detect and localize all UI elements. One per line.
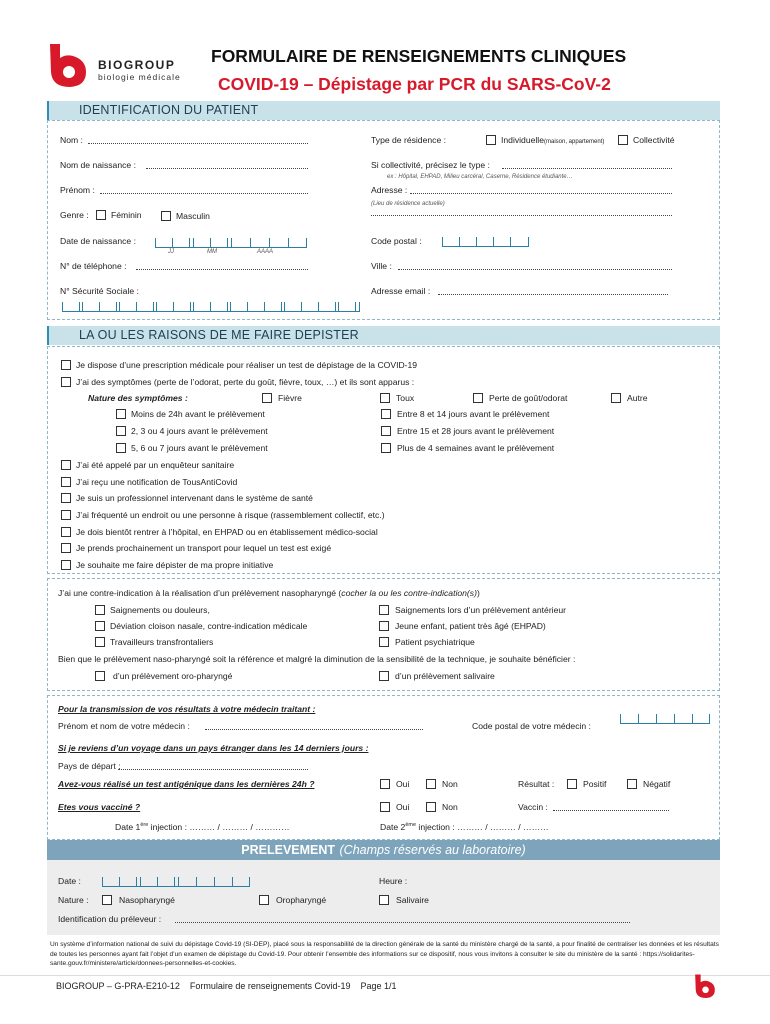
psy-checkbox[interactable] <box>379 637 389 647</box>
prel-nature-label: Nature : <box>58 895 89 905</box>
adresse-field[interactable] <box>410 185 672 194</box>
type-residence-label: Type de résidence : <box>371 135 447 145</box>
deviation-label: Déviation cloison nasale, contre-indication médicale <box>110 621 308 631</box>
vaccin-field[interactable] <box>553 802 669 811</box>
nom-medecin-field[interactable] <box>205 721 423 730</box>
logo <box>46 42 196 88</box>
fievre-checkbox[interactable] <box>262 393 272 403</box>
footer-ref: BIOGROUP – G-PRA-E210-12 Formulaire de renseignements Covid-19 Page 1/1 <box>56 981 397 991</box>
hopital-checkbox[interactable] <box>61 527 71 537</box>
collectivite-checkbox[interactable] <box>618 135 628 145</box>
mm-hint: MM <box>207 249 217 255</box>
aaaa-hint: AAAA <box>257 249 274 255</box>
telephone-field[interactable] <box>136 261 308 270</box>
initiative-label: Je souhaite me faire dépister de ma propre initiative <box>76 560 274 570</box>
j814-checkbox[interactable] <box>381 409 391 419</box>
enqueteur-checkbox[interactable] <box>61 460 71 470</box>
date-naissance-field[interactable] <box>155 238 307 248</box>
symptomes-checkbox[interactable] <box>61 377 71 387</box>
autre-label: Autre <box>627 393 648 403</box>
prel-naso-label: Nasopharyngé <box>119 895 175 905</box>
biogroup-logo-icon <box>46 42 90 88</box>
frontaliers-checkbox[interactable] <box>95 637 105 647</box>
oro-checkbox[interactable] <box>95 671 105 681</box>
j567-label: 5, 6 ou 7 jours avant le prélèvement <box>131 443 268 453</box>
prel-oro-label: Oropharyngé <box>276 895 327 905</box>
individuelle-label: Individuelle(maison, appartement) <box>501 135 605 145</box>
logo-text: BIOGROUP <box>98 58 176 72</box>
transmission-heading: Pour la transmission de vos résultats à votre médecin traitant : <box>58 704 316 714</box>
salivaire-label: d’un prélèvement salivaire <box>395 671 495 681</box>
vaccine-oui-checkbox[interactable] <box>380 802 390 812</box>
frontaliers-label: Travailleurs transfrontaliers <box>110 637 214 647</box>
secu-label: N° Sécurité Sociale : <box>60 286 139 296</box>
secu-field[interactable] <box>62 302 360 312</box>
si-collectivite-label: Si collectivité, précisez le type : <box>371 160 490 170</box>
section-prelevement: PRELEVEMENT (Champs réservés au laboratoire) <box>47 840 720 860</box>
resultat-label: Résultat : <box>518 779 555 789</box>
j1528-checkbox[interactable] <box>381 426 391 436</box>
nom-naissance-label: Nom de naissance : <box>60 160 136 170</box>
tac-label: J’ai reçu une notification de TousAntiCovid <box>76 477 238 487</box>
perte-gout-label: Perte de goût/odorat <box>489 393 568 403</box>
masculin-checkbox[interactable] <box>161 211 171 221</box>
code-postal-field[interactable] <box>442 237 529 247</box>
date1-injection[interactable]: Date 1ère injection : ……… / ……… / ………… <box>115 822 290 832</box>
jeune-checkbox[interactable] <box>379 621 389 631</box>
risque-label: J’ai fréquenté un endroit ou une personne à risque (rassemblement collectif, etc.) <box>76 510 385 520</box>
feminin-label: Féminin <box>111 210 142 220</box>
initiative-checkbox[interactable] <box>61 560 71 570</box>
saign-anterieur-checkbox[interactable] <box>379 605 389 615</box>
preleveur-label: Identification du préleveur : <box>58 914 162 924</box>
page-title: FORMULAIRE DE RENSEIGNEMENTS CLINIQUES <box>211 46 627 66</box>
code-postal-label: Code postal : <box>371 236 422 246</box>
perte-gout-checkbox[interactable] <box>473 393 483 403</box>
antigenique-question: Avez-vous réalisé un test antigénique dans les dernières 24h ? <box>58 779 315 789</box>
pro-label: Je suis un professionnel intervenant dans le système de santé <box>76 493 313 503</box>
cp-medecin-field[interactable] <box>620 714 710 724</box>
prel-oro-checkbox[interactable] <box>259 895 269 905</box>
preleveur-field[interactable] <box>175 914 630 923</box>
jj-hint: JJ <box>168 249 174 255</box>
voyage-heading: Si je reviens d’un voyage dans un pays étranger dans les 14 derniers jours : <box>58 743 369 753</box>
section-identification: IDENTIFICATION DU PATIENT <box>47 101 720 120</box>
vaccin-label: Vaccin : <box>518 802 548 812</box>
nom-label: Nom : <box>60 135 83 145</box>
prel-salivaire-label: Salivaire <box>396 895 429 905</box>
page-subtitle: COVID-19 – Dépistage par PCR du SARS-CoV-2 <box>218 74 611 94</box>
nom-medecin-label: Prénom et nom de votre médecin : <box>58 721 190 731</box>
fievre-label: Fièvre <box>278 393 302 403</box>
antigenique-non-label: Non <box>442 779 458 789</box>
pays-depart-label: Pays de départ : <box>58 761 121 771</box>
positif-label: Positif <box>583 779 607 789</box>
contre-indication-intro: J’ai une contre-indication à la réalisation d’un prélèvement nasopharyngé (cocher la ou les contre-indication(s)) <box>58 588 480 598</box>
transport-label: Je prends prochainement un transport pour lequel un test est exigé <box>76 543 332 553</box>
antigenique-oui-label: Oui <box>396 779 410 789</box>
email-label: Adresse email : <box>371 286 431 296</box>
j1528-label: Entre 15 et 28 jours avant le prélèvement <box>397 426 555 436</box>
plus4-label: Plus de 4 semaines avant le prélèvement <box>397 443 555 453</box>
collectivite-examples: ex : Hôpital, EHPAD, Milieu carcéral, Caserne, Résidence étudiante… <box>387 174 573 180</box>
negatif-label: Négatif <box>643 779 671 789</box>
bien-que-text: Bien que le prélèvement naso-pharyngé soit la référence et malgré la diminution de la sensibilité de la technique, je souhaite bénéficier : <box>58 654 576 664</box>
vaccine-question: Etes vous vacciné ? <box>58 802 141 812</box>
nom-field[interactable] <box>88 135 308 144</box>
toux-label: Toux <box>396 393 415 403</box>
email-field[interactable] <box>438 286 668 295</box>
deviation-checkbox[interactable] <box>95 621 105 631</box>
adresse-field-2[interactable] <box>371 207 672 216</box>
vaccine-oui-label: Oui <box>396 802 410 812</box>
antigenique-oui-checkbox[interactable] <box>380 779 390 789</box>
positif-checkbox[interactable] <box>567 779 577 789</box>
plus4-checkbox[interactable] <box>381 443 391 453</box>
saignements-checkbox[interactable] <box>95 605 105 615</box>
pays-depart-field[interactable] <box>118 761 308 770</box>
prescription-label: Je dispose d’une prescription médicale pour réaliser un test de dépistage de la COVID-19 <box>76 360 418 370</box>
individuelle-checkbox[interactable] <box>486 135 496 145</box>
prescription-checkbox[interactable] <box>61 360 71 370</box>
j234-label: 2, 3 ou 4 jours avant le prélèvement <box>131 426 268 436</box>
collectivite-type-field[interactable] <box>502 160 672 169</box>
vaccine-non-checkbox[interactable] <box>426 802 436 812</box>
logo-subtext: biologie médicale <box>98 72 181 82</box>
moins24-label: Moins de 24h avant le prélèvement <box>131 409 265 419</box>
symptomes-label: J’ai des symptômes (perte de l’odorat, perte du goût, fièvre, toux, …) et ils sont apparus : <box>76 377 415 387</box>
prenom-label: Prénom : <box>60 185 95 195</box>
saign-anterieur-label: Saignements lors d’un prélèvement antérieur <box>395 605 567 615</box>
footer-logo-icon <box>693 973 717 999</box>
lieu-residence-hint: (Lieu de résidence actuelle) <box>371 201 445 207</box>
j814-label: Entre 8 et 14 jours avant le prélèvement <box>397 409 550 419</box>
j234-checkbox[interactable] <box>116 426 126 436</box>
antigenique-non-checkbox[interactable] <box>426 779 436 789</box>
salivaire-checkbox[interactable] <box>379 671 389 681</box>
hopital-label: Je dois bientôt rentrer à l’hôpital, en EHPAD ou en établissement médico-social <box>76 527 378 537</box>
prel-date-label: Date : <box>58 876 81 886</box>
psy-label: Patient psychiatrique <box>395 637 475 647</box>
prenom-field[interactable] <box>100 185 308 194</box>
adresse-label: Adresse : <box>371 185 408 195</box>
ville-label: Ville : <box>371 261 392 271</box>
collectivite-label: Collectivité <box>633 135 675 145</box>
ville-field[interactable] <box>398 261 672 270</box>
risque-checkbox[interactable] <box>61 510 71 520</box>
genre-label: Genre : <box>60 210 89 220</box>
feminin-checkbox[interactable] <box>96 210 106 220</box>
prel-naso-checkbox[interactable] <box>102 895 112 905</box>
cp-medecin-label: Code postal de votre médecin : <box>472 721 591 731</box>
enqueteur-label: J’ai été appelé par un enquêteur sanitaire <box>76 460 235 470</box>
date2-injection[interactable]: Date 2ème injection : ……… / ……… / ……… <box>380 822 549 832</box>
moins24-checkbox[interactable] <box>116 409 126 419</box>
prel-date-field[interactable] <box>102 877 250 887</box>
section-raisons: LA OU LES RAISONS DE ME FAIRE DEPISTER <box>47 326 720 345</box>
nom-naissance-field[interactable] <box>146 160 308 169</box>
transport-checkbox[interactable] <box>61 543 71 553</box>
vaccine-non-label: Non <box>442 802 458 812</box>
prel-salivaire-checkbox[interactable] <box>379 895 389 905</box>
telephone-label: N° de téléphone : <box>60 261 127 271</box>
oro-label: d’un prélèvement oro-pharyngé <box>113 671 233 681</box>
toux-checkbox[interactable] <box>380 393 390 403</box>
masculin-label: Masculin <box>176 211 210 221</box>
tac-checkbox[interactable] <box>61 477 71 487</box>
prel-heure-label: Heure : <box>379 876 408 886</box>
pro-checkbox[interactable] <box>61 493 71 503</box>
footer-note: Un système d’information national de suivi du dépistage Covid-19 (SI-DEP), placé sous la responsabilité de la direction générale de la santé du ministère chargé de la santé, a pour finalité de centraliser les données et les résultats de toutes les personnes ayant fait l’objet d’un examen de dépistage du Covid-19. Pour obtenir l’ensemble des informations sur ce dispositif, nous vous invitons à consulter le site du ministère de la santé : https://solidarites-sante.gouv.fr/ministere/article/donnees-personnelles-et-cookies. <box>50 941 719 968</box>
j567-checkbox[interactable] <box>116 443 126 453</box>
negatif-checkbox[interactable] <box>627 779 637 789</box>
jeune-label: Jeune enfant, patient très âgé (EHPAD) <box>395 621 546 631</box>
saignements-label: Saignements ou douleurs, <box>110 605 210 615</box>
date-naissance-label: Date de naissance : <box>60 236 136 246</box>
nature-symptomes-label: Nature des symptômes : <box>88 393 188 403</box>
autre-checkbox[interactable] <box>611 393 621 403</box>
